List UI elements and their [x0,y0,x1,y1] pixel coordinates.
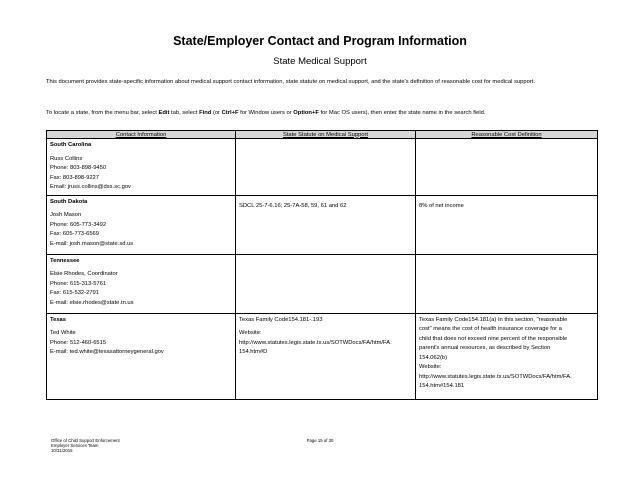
contact-cell [47,139,236,196]
contact-name: Ted White [50,330,76,336]
table-header-row [47,131,598,139]
cost-text: 8% of net income [419,202,464,209]
cost-website-label: Website: [419,364,442,370]
header-statute: State Statute on Medical Support [236,131,416,139]
page-number: Page 15 of 30 [306,438,334,443]
footer-office-name: Office of Child Support Enforcement [51,438,120,443]
header-cost: Reasonable Cost Definition [416,131,598,139]
cost-text-line: cost" means the cost of health insurance coverage for a [419,326,562,332]
statute-text: Texas Family Code154.181-.193 [239,316,323,323]
state-name: Tennessee [50,257,80,264]
statute-cell [236,195,416,254]
table-row [47,313,598,399]
contact-email: Email: jruss.collins@dss.sc.gov [50,184,131,190]
instructions-paragraph [46,109,606,117]
state-name: Texas [50,316,67,323]
contact-phone: Phone: 615-313-5761 [50,280,107,287]
cost-text-line: child that does not exceed nine percent of the responsible [419,335,568,342]
instr-text-2: tab, select [169,110,200,116]
cost-website-link-cont[interactable]: 154.htm#154.181 [419,383,465,389]
contact-phone: Phone: 605-773-3492 [50,221,107,228]
cost-cell [416,313,598,399]
contact-cell [47,313,236,399]
instr-find: Find [199,110,212,116]
cost-cell [416,195,598,254]
instr-optf: Option+F [293,110,319,116]
contact-cell [47,195,236,254]
footer-team: Employer Services Team [51,443,99,448]
cost-cell [416,254,598,313]
table-row [47,139,598,196]
contact-name: Russ Collins [50,155,83,162]
instr-text-4: for Window users or [238,110,294,116]
instr-edit: Edit [158,110,170,116]
statute-text: SDCL 25-7-6.16; 25-7A-58, 59, 61 and 62 [239,202,347,209]
instr-text-1: To locate a state, from the menu bar, select [46,110,159,116]
state-name: South Dakota [50,198,88,205]
contact-email: E-mail: elsie.rhodes@state.tn.us [50,299,134,306]
cost-text-line: 154.062(b) [419,354,448,361]
statute-cell [236,313,416,399]
contact-fax: Fax: 615-532-2791 [50,290,99,296]
statute-website-link[interactable]: http://www.statutes.legis.state.tx.us/SOTWDocs/FA/htm/FA. [239,339,392,346]
state-name: South Carolina [50,142,92,148]
contact-email: E-mail: josh.mason@state.sd.us [50,240,134,247]
state-info-table [46,130,598,400]
page-subtitle: State Medical Support [273,56,367,67]
contact-name: Elsie Rhodes, Coordinator [50,271,118,277]
footer-date: 10/31/2015 [51,448,73,453]
instr-text-3: (or [211,110,222,116]
contact-phone: Phone: 803-898-9450 [50,165,107,171]
cost-text-line: Texas Family Code154.181(a) In this section, "reasonable [419,316,568,323]
intro-paragraph: This document provides state-specific information about medical support contact information, state statute on medical support, and the state's definition of reasonable cost for medical support. [46,79,535,85]
instr-ctrlf: Ctrl+F [221,110,239,116]
contact-fax: Fax: 605-773-6569 [50,231,99,237]
cost-text-line: parent's annual resources, as described by Section [419,345,551,351]
statute-cell [236,139,416,196]
contact-fax: Fax: 803-898-9227 [50,174,99,181]
contact-email: E-mail: ted.white@texasattorneygeneral.gov [50,349,164,355]
cost-cell [416,139,598,196]
instr-text-5: for Mac OS users), then enter the state name in the search field. [318,110,486,116]
statute-website-link-cont[interactable]: 154.htm#D [239,349,268,355]
contact-phone: Phone: 512-460-6515 [50,339,107,346]
contact-name: Josh Mason [50,212,82,218]
table-row [47,195,598,254]
contact-cell [47,254,236,313]
page-title: State/Employer Contact and Program Information [173,34,467,48]
cost-website-link[interactable]: http://www.statutes.legis.state.tx.us/SOTWDocs/FA/htm/FA. [419,373,572,380]
table-row [47,254,598,313]
statute-website-label: Website: [239,330,262,336]
header-contact: Contact Information [47,131,236,139]
statute-cell [236,254,416,313]
